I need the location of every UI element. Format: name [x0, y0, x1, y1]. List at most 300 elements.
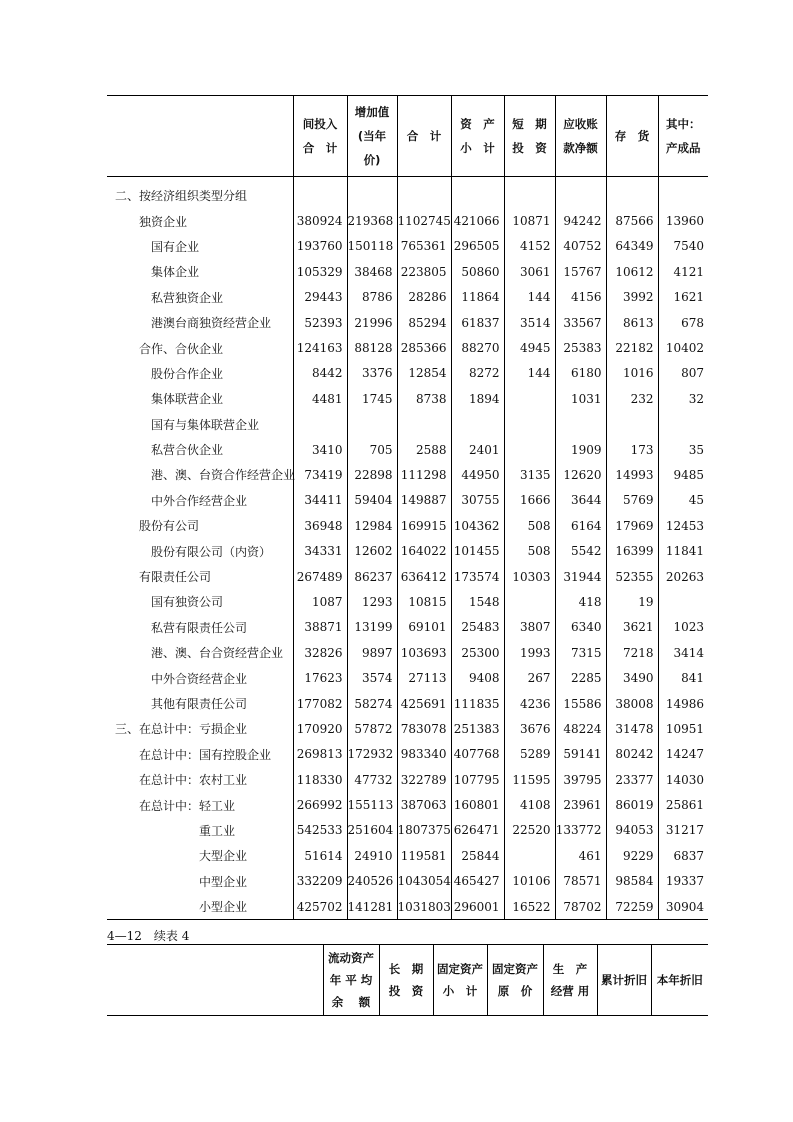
- data-cell: 841: [658, 665, 708, 690]
- data-cell: 173574: [451, 564, 504, 589]
- data-cell: 3676: [504, 716, 555, 741]
- data-cell: 24910: [347, 843, 397, 868]
- data-cell: 8786: [347, 285, 397, 310]
- data-cell: 22898: [347, 462, 397, 487]
- data-cell: 15586: [555, 691, 606, 716]
- data-cell: 94053: [606, 818, 658, 843]
- continued-column-header: [433, 945, 487, 1016]
- data-cell: 22182: [606, 335, 658, 360]
- data-cell: 4481: [293, 386, 347, 411]
- table-row: [107, 792, 708, 817]
- data-cell: 87566: [606, 208, 658, 233]
- data-cell: 1087: [293, 589, 347, 614]
- data-cell: 85294: [397, 310, 451, 335]
- continued-column-header: [543, 945, 597, 1016]
- data-cell: 104362: [451, 513, 504, 538]
- data-cell: 40752: [555, 234, 606, 259]
- row-label: 集体企业: [151, 265, 200, 280]
- data-cell: 11864: [451, 285, 504, 310]
- table-row: [107, 259, 708, 284]
- data-cell: 51614: [293, 843, 347, 868]
- data-cell: 10402: [658, 335, 708, 360]
- data-cell: 57872: [347, 716, 397, 741]
- data-cell: 94242: [555, 208, 606, 233]
- data-cell: 21996: [347, 310, 397, 335]
- data-cell: 3992: [606, 285, 658, 310]
- row-label: 独资企业: [139, 214, 188, 229]
- data-cell: 78702: [555, 894, 606, 920]
- row-label: 私营独资企业: [151, 290, 224, 305]
- data-cell: 13960: [658, 208, 708, 233]
- data-cell: 61837: [451, 310, 504, 335]
- data-cell: [504, 386, 555, 411]
- data-cell: 164022: [397, 538, 451, 563]
- main-data-table: [107, 95, 708, 920]
- data-cell: 5769: [606, 488, 658, 513]
- data-cell: 32: [658, 386, 708, 411]
- data-cell: 44950: [451, 462, 504, 487]
- data-cell: 149887: [397, 488, 451, 513]
- continued-header-line: 本年折旧: [656, 973, 703, 987]
- table-row: [107, 412, 708, 437]
- continued-header-line: 小 计: [442, 984, 478, 998]
- data-cell: 223805: [397, 259, 451, 284]
- data-cell: 240526: [347, 869, 397, 894]
- data-cell: 8613: [606, 310, 658, 335]
- data-cell: 4121: [658, 259, 708, 284]
- data-cell: 19: [606, 589, 658, 614]
- data-cell: 124163: [293, 335, 347, 360]
- data-cell: 34411: [293, 488, 347, 513]
- data-cell: 1666: [504, 488, 555, 513]
- data-cell: 1043054: [397, 869, 451, 894]
- column-header-line: 其中：: [666, 117, 701, 131]
- continued-column-header: [379, 945, 433, 1016]
- data-cell: 31944: [555, 564, 606, 589]
- data-cell: 418: [555, 589, 606, 614]
- column-header: [504, 96, 555, 177]
- data-cell: 69101: [397, 615, 451, 640]
- column-header-line: 小 计: [460, 141, 495, 155]
- table-row: [107, 488, 708, 513]
- column-header: [658, 96, 708, 177]
- data-cell: 508: [504, 538, 555, 563]
- data-cell: 72259: [606, 894, 658, 920]
- table-row: [107, 716, 708, 741]
- data-cell: 17623: [293, 665, 347, 690]
- continued-column-header: [487, 945, 543, 1016]
- data-cell: 266992: [293, 792, 347, 817]
- column-header: [451, 96, 504, 177]
- data-cell: 267489: [293, 564, 347, 589]
- continued-column-header: [651, 945, 708, 1016]
- table-header-row: [107, 96, 708, 177]
- row-label: 二、按经济组织类型分组: [115, 189, 248, 204]
- data-cell: 12984: [347, 513, 397, 538]
- data-cell: 421066: [451, 208, 504, 233]
- table-row: [107, 177, 708, 209]
- data-cell: 1807375: [397, 818, 451, 843]
- data-cell: 34331: [293, 538, 347, 563]
- table-row: [107, 208, 708, 233]
- continued-header-line: 投 资: [388, 984, 424, 998]
- data-cell: 59404: [347, 488, 397, 513]
- data-cell: 765361: [397, 234, 451, 259]
- data-cell: 173: [606, 437, 658, 462]
- data-cell: 14030: [658, 767, 708, 792]
- continued-header-line: 固定资产: [492, 962, 538, 976]
- row-label: 港、澳、台合资经营企业: [151, 646, 284, 661]
- data-cell: 8272: [451, 361, 504, 386]
- column-header-line: 应收账: [563, 117, 598, 131]
- data-cell: 3061: [504, 259, 555, 284]
- table-caption: 4—12 续表 4: [107, 929, 190, 943]
- data-cell: 10951: [658, 716, 708, 741]
- continued-header-line: 固定资产: [437, 962, 483, 976]
- table-row: [107, 310, 708, 335]
- data-cell: 2285: [555, 665, 606, 690]
- data-cell: [397, 412, 451, 437]
- data-cell: 8442: [293, 361, 347, 386]
- table-row: [107, 335, 708, 360]
- data-cell: 19337: [658, 869, 708, 894]
- data-cell: 88270: [451, 335, 504, 360]
- data-cell: 407768: [451, 742, 504, 767]
- data-cell: 78571: [555, 869, 606, 894]
- data-cell: 2401: [451, 437, 504, 462]
- data-cell: 3414: [658, 640, 708, 665]
- data-cell: 38871: [293, 615, 347, 640]
- data-cell: 103693: [397, 640, 451, 665]
- table-row: [107, 742, 708, 767]
- data-cell: [504, 843, 555, 868]
- data-cell: 16522: [504, 894, 555, 920]
- column-header: [397, 96, 451, 177]
- data-cell: 6180: [555, 361, 606, 386]
- data-cell: 35: [658, 437, 708, 462]
- data-cell: 25383: [555, 335, 606, 360]
- data-cell: 4108: [504, 792, 555, 817]
- data-cell: 296505: [451, 234, 504, 259]
- column-header-line: (当年价): [357, 129, 387, 167]
- data-cell: 31217: [658, 818, 708, 843]
- data-cell: 150118: [347, 234, 397, 259]
- data-cell: 80242: [606, 742, 658, 767]
- data-cell: 86237: [347, 564, 397, 589]
- data-cell: 3621: [606, 615, 658, 640]
- row-label: 有限责任公司: [139, 570, 212, 585]
- data-cell: 141281: [347, 894, 397, 920]
- data-cell: 20263: [658, 564, 708, 589]
- data-cell: 64349: [606, 234, 658, 259]
- data-cell: 33567: [555, 310, 606, 335]
- data-cell: 12453: [658, 513, 708, 538]
- continued-column-header: [597, 945, 651, 1016]
- data-cell: 10303: [504, 564, 555, 589]
- data-cell: 1023: [658, 615, 708, 640]
- data-cell: [347, 412, 397, 437]
- data-cell: 107795: [451, 767, 504, 792]
- data-cell: 1993: [504, 640, 555, 665]
- data-cell: 542533: [293, 818, 347, 843]
- data-cell: 11841: [658, 538, 708, 563]
- data-cell: 5542: [555, 538, 606, 563]
- data-cell: 10815: [397, 589, 451, 614]
- table-row: [107, 691, 708, 716]
- data-cell: 193760: [293, 234, 347, 259]
- continued-header-line: 长 期: [388, 962, 424, 976]
- data-cell: 10612: [606, 259, 658, 284]
- column-header: [555, 96, 606, 177]
- row-label: 小型企业: [107, 894, 293, 920]
- data-cell: 3410: [293, 437, 347, 462]
- data-cell: 38468: [347, 259, 397, 284]
- data-cell: 678: [658, 310, 708, 335]
- table-row: [107, 234, 708, 259]
- continued-header-line: 原 价: [497, 984, 533, 998]
- data-cell: 39795: [555, 767, 606, 792]
- data-cell: 30755: [451, 488, 504, 513]
- data-cell: [347, 177, 397, 209]
- row-label: 中外合作经营企业: [151, 493, 248, 508]
- row-label: 大型企业: [199, 849, 248, 864]
- data-cell: 251604: [347, 818, 397, 843]
- data-cell: 25844: [451, 843, 504, 868]
- data-cell: 144: [504, 285, 555, 310]
- data-cell: 48224: [555, 716, 606, 741]
- table-row: [107, 386, 708, 411]
- table-row: [107, 437, 708, 462]
- data-cell: 285366: [397, 335, 451, 360]
- continued-header-line: 年 平 均: [329, 973, 373, 987]
- data-cell: 14986: [658, 691, 708, 716]
- data-cell: 3644: [555, 488, 606, 513]
- data-cell: 47732: [347, 767, 397, 792]
- data-cell: 14993: [606, 462, 658, 487]
- data-cell: 636412: [397, 564, 451, 589]
- data-cell: 3807: [504, 615, 555, 640]
- data-cell: 9229: [606, 843, 658, 868]
- data-cell: 36948: [293, 513, 347, 538]
- row-label: 国有与集体联营企业: [151, 417, 260, 432]
- data-cell: 219368: [347, 208, 397, 233]
- row-label: 港、澳、台资合作经营企业: [151, 468, 296, 483]
- data-cell: 1621: [658, 285, 708, 310]
- column-header-line: 款净额: [563, 141, 598, 155]
- data-cell: 86019: [606, 792, 658, 817]
- data-cell: 269813: [293, 742, 347, 767]
- row-label: 私营有限责任公司: [151, 620, 248, 635]
- data-cell: 32826: [293, 640, 347, 665]
- data-cell: [606, 412, 658, 437]
- row-label: 中型企业: [199, 874, 248, 889]
- data-cell: 9485: [658, 462, 708, 487]
- data-cell: 1293: [347, 589, 397, 614]
- column-header-line: 间投入: [302, 117, 338, 131]
- data-cell: 38008: [606, 691, 658, 716]
- continued-header-line: 流动资产: [328, 951, 374, 965]
- data-cell: 31478: [606, 716, 658, 741]
- data-cell: [555, 412, 606, 437]
- data-cell: 10871: [504, 208, 555, 233]
- data-cell: 322789: [397, 767, 451, 792]
- data-cell: 170920: [293, 716, 347, 741]
- data-cell: 6164: [555, 513, 606, 538]
- data-cell: 5289: [504, 742, 555, 767]
- data-cell: [293, 177, 347, 209]
- table-row: [107, 361, 708, 386]
- column-header-line: 产成品: [666, 141, 701, 155]
- column-header-line: 资 产: [460, 117, 495, 131]
- data-cell: [397, 177, 451, 209]
- data-cell: 425702: [293, 894, 347, 920]
- data-cell: 25861: [658, 792, 708, 817]
- data-cell: 16399: [606, 538, 658, 563]
- data-cell: 52393: [293, 310, 347, 335]
- data-cell: 465427: [451, 869, 504, 894]
- table-row: [107, 538, 708, 563]
- data-cell: 807: [658, 361, 708, 386]
- row-label: 港澳台商独资经营企业: [151, 316, 272, 331]
- data-cell: [658, 177, 708, 209]
- data-cell: 2588: [397, 437, 451, 462]
- data-cell: [504, 589, 555, 614]
- data-cell: [504, 412, 555, 437]
- data-cell: 73419: [293, 462, 347, 487]
- data-cell: 177082: [293, 691, 347, 716]
- data-cell: 1031803: [397, 894, 451, 920]
- column-header-line: 增加值: [354, 105, 390, 119]
- row-label: 合作、合伙企业: [139, 341, 224, 356]
- column-header-line: 合 计: [302, 141, 338, 155]
- data-cell: 169915: [397, 513, 451, 538]
- data-cell: 13199: [347, 615, 397, 640]
- data-cell: 1016: [606, 361, 658, 386]
- data-cell: 1548: [451, 589, 504, 614]
- column-header: [107, 96, 293, 177]
- data-cell: 12620: [555, 462, 606, 487]
- continued-column-header: [107, 945, 323, 1016]
- data-cell: 7315: [555, 640, 606, 665]
- data-cell: 8738: [397, 386, 451, 411]
- data-cell: 3574: [347, 665, 397, 690]
- data-cell: 12602: [347, 538, 397, 563]
- data-cell: 296001: [451, 894, 504, 920]
- data-cell: 29443: [293, 285, 347, 310]
- data-cell: 7218: [606, 640, 658, 665]
- data-cell: [504, 437, 555, 462]
- data-cell: [658, 589, 708, 614]
- data-cell: 232: [606, 386, 658, 411]
- row-label: 股份有公司: [139, 519, 200, 534]
- data-cell: [504, 177, 555, 209]
- data-cell: 105329: [293, 259, 347, 284]
- data-cell: 267: [504, 665, 555, 690]
- row-label: 国有企业: [151, 239, 200, 254]
- column-header: [606, 96, 658, 177]
- data-cell: 22520: [504, 818, 555, 843]
- data-cell: 45: [658, 488, 708, 513]
- row-label: 三、在总计中：亏损企业: [115, 722, 248, 737]
- data-cell: [451, 412, 504, 437]
- row-label: 集体联营企业: [151, 392, 224, 407]
- row-label: 私营合伙企业: [151, 443, 224, 458]
- data-cell: 133772: [555, 818, 606, 843]
- table-row: [107, 894, 708, 920]
- column-header: [347, 96, 397, 177]
- row-label: 在总计中：轻工业: [139, 798, 236, 813]
- table-row: [107, 462, 708, 487]
- data-cell: 50860: [451, 259, 504, 284]
- data-cell: 25300: [451, 640, 504, 665]
- data-cell: [658, 412, 708, 437]
- data-cell: 111835: [451, 691, 504, 716]
- data-cell: 23961: [555, 792, 606, 817]
- table-row: [107, 665, 708, 690]
- data-cell: 380924: [293, 208, 347, 233]
- continued-header-line: 累计折旧: [601, 973, 647, 987]
- data-cell: 11595: [504, 767, 555, 792]
- column-header-line: 合 计: [406, 129, 442, 143]
- data-cell: 30904: [658, 894, 708, 920]
- data-cell: 144: [504, 361, 555, 386]
- data-cell: 3514: [504, 310, 555, 335]
- table-row: [107, 564, 708, 589]
- data-cell: 387063: [397, 792, 451, 817]
- row-label: 国有独资公司: [151, 595, 224, 610]
- row-label: 在总计中：农村工业: [139, 773, 248, 788]
- data-cell: 1745: [347, 386, 397, 411]
- data-cell: [293, 412, 347, 437]
- data-cell: [451, 177, 504, 209]
- table-row: [107, 869, 708, 894]
- column-header: [293, 96, 347, 177]
- continued-header-line: 余 额: [331, 995, 371, 1009]
- table-row: [107, 589, 708, 614]
- data-cell: 1031: [555, 386, 606, 411]
- continued-header-line: 生 产: [552, 962, 588, 976]
- data-cell: 27113: [397, 665, 451, 690]
- data-cell: 508: [504, 513, 555, 538]
- table-row: [107, 640, 708, 665]
- data-cell: 705: [347, 437, 397, 462]
- data-cell: 15767: [555, 259, 606, 284]
- data-cell: 425691: [397, 691, 451, 716]
- data-cell: 98584: [606, 869, 658, 894]
- data-cell: 983340: [397, 742, 451, 767]
- data-cell: 23377: [606, 767, 658, 792]
- data-cell: 1894: [451, 386, 504, 411]
- data-cell: 7540: [658, 234, 708, 259]
- data-cell: 1909: [555, 437, 606, 462]
- data-cell: 6340: [555, 615, 606, 640]
- data-cell: 3376: [347, 361, 397, 386]
- data-cell: 1102745: [397, 208, 451, 233]
- table-row: [107, 767, 708, 792]
- table-row: [107, 843, 708, 868]
- data-cell: 10106: [504, 869, 555, 894]
- column-header-line: 投 资: [512, 141, 547, 155]
- row-label: 重工业: [199, 823, 236, 838]
- data-cell: 4236: [504, 691, 555, 716]
- data-cell: 9408: [451, 665, 504, 690]
- continued-header-row: [107, 945, 708, 1016]
- data-cell: [606, 177, 658, 209]
- data-cell: [555, 177, 606, 209]
- data-cell: 332209: [293, 869, 347, 894]
- row-label: 中外合资经营企业: [151, 671, 248, 686]
- data-cell: 119581: [397, 843, 451, 868]
